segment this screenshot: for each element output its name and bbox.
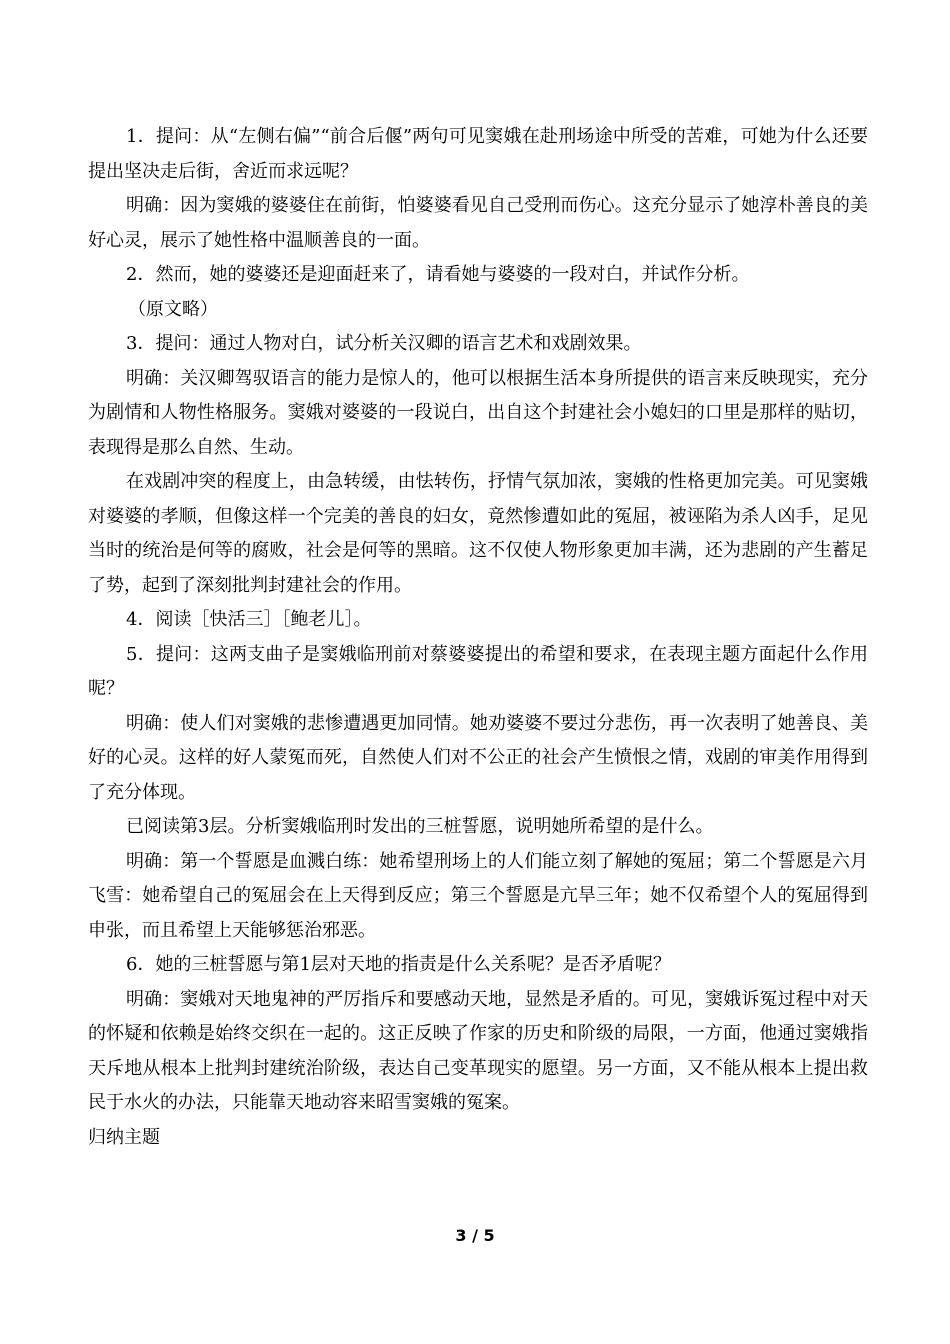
paragraph-answer-1: 明确：因为窦娥的婆婆住在前街，怕婆婆看见自己受刑而伤心。这充分显示了她淳朴善良的美好心灵，展示了她性格中温顺善良的一面。	[88, 195, 868, 251]
paragraph-layer-3: 已阅读第3层。分析窦娥临刑时发出的三桩誓愿，说明她所希望的是什么。	[126, 816, 714, 837]
paragraph-answer-6: 明确：窦娥对天地鬼神的严厉指斥和要感动天地，显然是矛盾的。可见，窦娥诉冤过程中对天的怀疑和依赖是始终交织在一起的。这正反映了作家的历史和阶级的局限，一方面，他通过窦娥指天斥地从根本上批判封建统治阶级，表达自己变革现实的愿望。另一方面，又不能从根本上提出救民于水火的办法，只能靠天地动容来昭雪窦娥的冤案。	[88, 988, 868, 1113]
paragraph-analysis: 在戏剧冲突的程度上，由急转缓，由怯转伤，抒情气氛加浓，窦娥的性格更加完美。可见窦娥对婆婆的孝顺，但像这样一个完美的善良的妇女，竟然惨遭如此的冤屈，被诬陷为杀人凶手，足见当时的统治是何等的腐败，社会是何等的黑暗。这不仅使人物形象更加丰满，还为悲剧的产生蓄足了势，起到了深刻批判封建社会的作用。	[88, 471, 868, 596]
paragraph-question-6: 6．她的三桩誓愿与第1层对天地的指责是什么关系呢？是否矛盾呢？	[126, 954, 671, 975]
paragraph-question-3: 3．提问：通过人物对白，试分析关汉卿的语言艺术和戏剧效果。	[126, 333, 642, 354]
paragraph-question-1: 1．提问：从“左侧右偏”“前合后偃”两句可见窦娥在赴刑场途中所受的苦难，可她为什么还要提出坚决走后街，舍近而求远呢？	[88, 126, 868, 182]
document-body	[88, 120, 868, 1155]
paragraph-answer-3: 明确：关汉卿驾驭语言的能力是惊人的，他可以根据生活本身所提供的语言来反映现实，充分为剧情和人物性格服务。窦娥对婆婆的一段说白，出自这个封建社会小媳妇的口里是那样的贴切，表现得是那么自然、生动。	[88, 367, 868, 458]
section-heading: 归纳主题	[88, 1126, 160, 1148]
paragraph-answer-5: 明确：使人们对窦娥的悲惨遭遇更加同情。她劝婆婆不要过分悲伤，再一次表明了她善良、美好的心灵。这样的好人蒙冤而死，自然使人们对不公正的社会产生愤恨之情，戏剧的审美作用得到了充分体现。	[88, 712, 868, 803]
paragraph-question-4: 4．阅读［快活三］［鲍老儿］。	[126, 609, 372, 630]
paragraph-question-5: 5．提问：这两支曲子是窦娥临刑前对蔡婆婆提出的希望和要求，在表现主题方面起什么作用呢？	[88, 643, 868, 699]
paragraph-question-2: 2．然而，她的婆婆还是迎面赶来了，请看她与婆婆的一段对白，并试作分析。	[126, 264, 750, 285]
paragraph-answer-vows: 明确：第一个誓愿是血溅白练：她希望刑场上的人们能立刻了解她的冤屈；第二个誓愿是六月飞雪：她希望自己的冤屈会在上天得到反应；第三个誓愿是亢旱三年；她不仅希望个人的冤屈得到申张，而且希望上天能够惩治邪恶。	[88, 850, 868, 941]
paragraph-omitted-text: （原文略）	[128, 298, 218, 320]
page-number: 3 / 5	[455, 1226, 495, 1245]
